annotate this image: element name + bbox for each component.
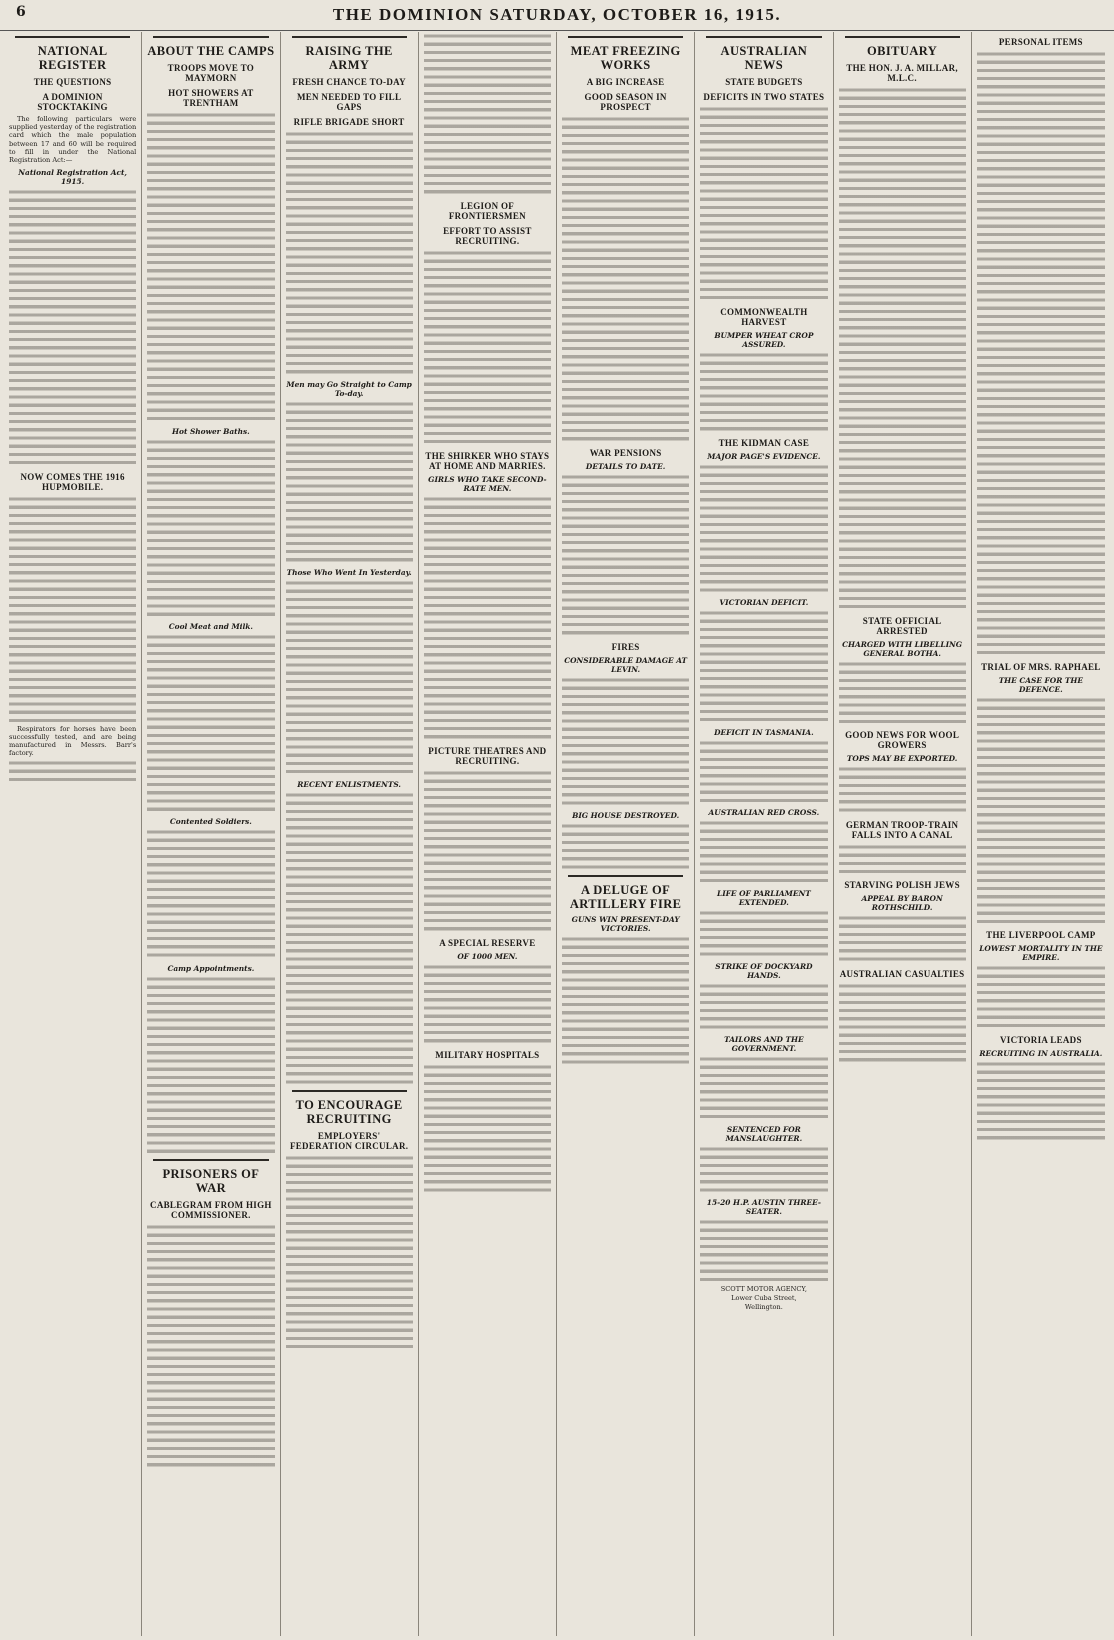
column-3 (281, 32, 419, 1636)
article-paragraph: Respirators for horses have been successfully tested, and are being manufactured in Messrs. Barr's factory. (9, 724, 137, 758)
article-subheadline: THE LIVERPOOL CAMP (986, 930, 1096, 941)
article-body-text (147, 111, 274, 423)
section-heading: BIG HOUSE DESTROYED. (572, 811, 680, 821)
article-body-text (700, 1145, 827, 1194)
section-heading: GUNS WIN PRESENT-DAY VICTORIES. (571, 915, 680, 934)
article-body-text (839, 982, 966, 1064)
article-headline: MEAT FREEZING WORKS (570, 44, 681, 72)
section-heading: LOWEST MORTALITY IN THE EMPIRE. (979, 944, 1103, 963)
section-heading: APPEAL BY BARON ROTHSCHILD. (861, 894, 943, 913)
section-heading: LIFE OF PARLIAMENT EXTENDED. (717, 888, 811, 907)
article-subheadline: THE SHIRKER WHO STAYS AT HOME AND MARRIES. (425, 450, 550, 471)
section-heading: CONSIDERABLE DAMAGE AT LEVIN. (564, 656, 688, 674)
article-paragraph: The following particulars were supplied yesterday of the registration card which the male population between 17 and 60 will be required to fill in under the National Registration Act:— (9, 115, 137, 165)
article-subheadline: GOOD SEASON IN PROSPECT (584, 92, 667, 112)
article-body-text (286, 1154, 413, 1351)
article-body-text (700, 1055, 827, 1121)
headline-rule (706, 36, 821, 38)
column-1 (4, 32, 142, 1636)
article-body-text (700, 1218, 827, 1284)
article-body-text (562, 676, 689, 807)
section-heading: DEFICIT IN TASMANIA. (714, 727, 814, 737)
article-headline: RAISING THE ARMY (305, 44, 393, 72)
article-body-text (147, 975, 274, 1155)
article-subheadline: FIRES (611, 642, 640, 652)
section-heading: CHARGED WITH LIBELLING GENERAL BOTHA. (842, 639, 963, 658)
headline-rule (292, 1090, 407, 1092)
article-body-text (977, 50, 1105, 657)
article-body-text (286, 130, 413, 376)
article-body-text (424, 963, 551, 1045)
headline-rule (292, 36, 407, 38)
article-subheadline: PERSONAL ITEMS (998, 37, 1083, 47)
section-heading: Hot Shower Baths. (172, 426, 250, 436)
article-subheadline: LEGION OF FRONTIERSMEN (448, 201, 526, 221)
section-heading: RECRUITING IN AUSTRALIA. (979, 1048, 1103, 1058)
article-body-text (839, 843, 966, 876)
article-subheadline: GOOD NEWS FOR WOOL GROWERS (845, 730, 960, 751)
section-heading: Cool Meat and Milk. (168, 621, 253, 631)
article-subheadline: GERMAN TROOP-TRAIN FALLS INTO A CANAL (845, 819, 959, 840)
article-body-text (424, 249, 551, 446)
article-subheadline: THE HON. J. A. MILLAR, M.L.C. (846, 63, 958, 83)
article-body-text (147, 828, 274, 959)
article-subheadline: FRESH CHANCE TO-DAY (292, 77, 406, 87)
section-heading: VICTORIAN DEFICIT. (719, 597, 809, 607)
section-heading: RECENT ENLISTMENTS. (297, 779, 401, 789)
section-heading: National Registration Act, 1915. (18, 168, 127, 187)
article-subheadline: AUSTRALIAN CASUALTIES (839, 968, 965, 979)
article-body-text (700, 739, 827, 805)
article-body-text (700, 351, 827, 433)
article-body-text (562, 935, 689, 1066)
section-heading: Men may Go Straight to Camp To-day. (286, 380, 412, 398)
article-body-text (424, 495, 551, 741)
article-subheadline: THE KIDMAN CASE (718, 437, 810, 448)
article-body-text (977, 964, 1105, 1030)
article-body-text (286, 579, 413, 776)
column-4 (419, 32, 557, 1636)
article-body-text (9, 759, 136, 784)
article-subheadline: VICTORIA LEADS (999, 1034, 1082, 1045)
article-subheadline: DEFICITS IN TWO STATES (703, 92, 825, 102)
article-body-text (147, 438, 274, 618)
section-heading: Camp Appointments. (167, 963, 255, 973)
column-2 (142, 32, 280, 1636)
article-body-text (839, 660, 966, 726)
article-body-text (700, 982, 827, 1031)
article-body-text (424, 1063, 551, 1194)
article-body-text (700, 463, 827, 594)
article-body-text (562, 473, 689, 637)
section-heading: STRIKE OF DOCKYARD HANDS. (715, 962, 813, 981)
section-heading: 15-20 H.P. AUSTIN THREE-SEATER. (706, 1198, 821, 1217)
section-heading: SENTENCED FOR MANSLAUGHTER. (725, 1124, 803, 1143)
article-subheadline: TROOPS MOVE TO MAYMORN (167, 63, 255, 83)
article-subheadline: STARVING POLISH JEWS (844, 880, 960, 891)
advertisement-line: Wellington. (744, 1303, 783, 1312)
headline-rule (153, 36, 268, 38)
article-body-text (286, 791, 413, 1086)
article-headline: A DELUGE OF ARTILLERY FIRE (569, 883, 682, 912)
article-body-text (700, 819, 827, 885)
article-body-text (839, 86, 966, 611)
article-subheadline: STATE BUDGETS (725, 77, 803, 87)
section-heading: MAJOR PAGE'S EVIDENCE. (707, 451, 821, 461)
article-headline: PRISONERS OF WAR (162, 1166, 260, 1195)
article-subheadline: NOW COMES THE 1916 HUPMOBILE. (20, 472, 125, 493)
headline-rule (153, 1159, 268, 1161)
article-subheadline: A DOMINION STOCKTAKING (37, 92, 108, 112)
columns-container (4, 32, 1110, 1636)
article-body-text (700, 609, 827, 724)
section-heading: BUMPER WHEAT CROP ASSURED. (714, 330, 814, 349)
article-body-text (839, 765, 966, 814)
article-body-text (700, 105, 827, 302)
article-body-text (9, 188, 136, 467)
article-subheadline: EMPLOYERS' FEDERATION CIRCULAR. (289, 1130, 409, 1151)
section-heading: TOPS MAY BE EXPORTED. (846, 754, 958, 764)
article-subheadline: COMMONWEALTH HARVEST (720, 306, 808, 327)
article-body-text (424, 769, 551, 933)
column-6 (695, 32, 833, 1636)
headline-rule (845, 36, 960, 38)
headline-rule (568, 36, 683, 38)
article-body-text (424, 32, 551, 196)
article-subheadline: HOT SHOWERS AT TRENTHAM (168, 88, 254, 108)
section-heading: Those Who Went In Yesterday. (286, 568, 412, 577)
advertisement-line: Lower Cuba Street, (731, 1293, 797, 1302)
article-body-text (9, 495, 136, 725)
article-body-text (562, 115, 689, 443)
article-body-text (839, 914, 966, 963)
section-heading: THE CASE FOR THE DEFENCE. (998, 675, 1084, 694)
section-heading: AUSTRALIAN RED CROSS. (708, 808, 820, 818)
advertisement-line: SCOTT MOTOR AGENCY, (720, 1284, 807, 1293)
headline-rule (568, 875, 683, 877)
article-subheadline: RIFLE BRIGADE SHORT (293, 117, 405, 127)
article-subheadline: THE QUESTIONS (33, 77, 112, 87)
article-subheadline: MEN NEEDED TO FILL GAPS (296, 92, 402, 112)
article-body-text (562, 822, 689, 871)
article-headline: OBITUARY (867, 44, 938, 58)
section-heading: DETAILS TO DATE. (585, 462, 666, 471)
article-body-text (147, 633, 274, 813)
article-subheadline: TRIAL OF MRS. RAPHAEL (981, 661, 1101, 672)
article-headline: AUSTRALIAN NEWS (720, 44, 808, 72)
article-subheadline: A BIG INCREASE (586, 77, 665, 87)
article-body-text (700, 909, 827, 958)
section-heading: OF 1000 MEN. (457, 951, 518, 961)
section-heading: GIRLS WHO TAKE SECOND-RATE MEN. (428, 474, 547, 493)
article-body-text (286, 400, 413, 564)
article-subheadline: A SPECIAL RESERVE (439, 937, 536, 948)
article-body-text (147, 1223, 274, 1469)
article-headline: NATIONAL REGISTER (37, 44, 108, 72)
article-subheadline: PICTURE THEATRES AND RECRUITING. (428, 745, 547, 766)
headline-rule (15, 36, 130, 38)
article-subheadline: WAR PENSIONS (589, 448, 662, 458)
section-heading: Contented Soldiers. (169, 817, 252, 827)
column-7 (834, 32, 972, 1636)
article-subheadline: EFFORT TO ASSIST RECRUITING. (443, 226, 532, 246)
article-headline: ABOUT THE CAMPS (147, 44, 275, 58)
newspaper-title: THE DOMINION SATURDAY, OCTOBER 16, 1915. (332, 5, 782, 24)
article-subheadline: MILITARY HOSPITALS (435, 1049, 540, 1060)
article-subheadline: STATE OFFICIAL ARRESTED (862, 615, 942, 636)
article-subheadline: CABLEGRAM FROM HIGH COMMISSIONER. (150, 1199, 272, 1220)
article-body-text (977, 696, 1105, 926)
column-8 (972, 32, 1110, 1636)
page-number: 6 (16, 4, 26, 20)
article-headline: TO ENCOURAGE RECRUITING (295, 1097, 403, 1126)
article-body-text (977, 1060, 1105, 1142)
section-heading: TAILORS AND THE GOVERNMENT. (724, 1035, 804, 1054)
masthead (0, 0, 1114, 31)
column-5 (557, 32, 695, 1636)
